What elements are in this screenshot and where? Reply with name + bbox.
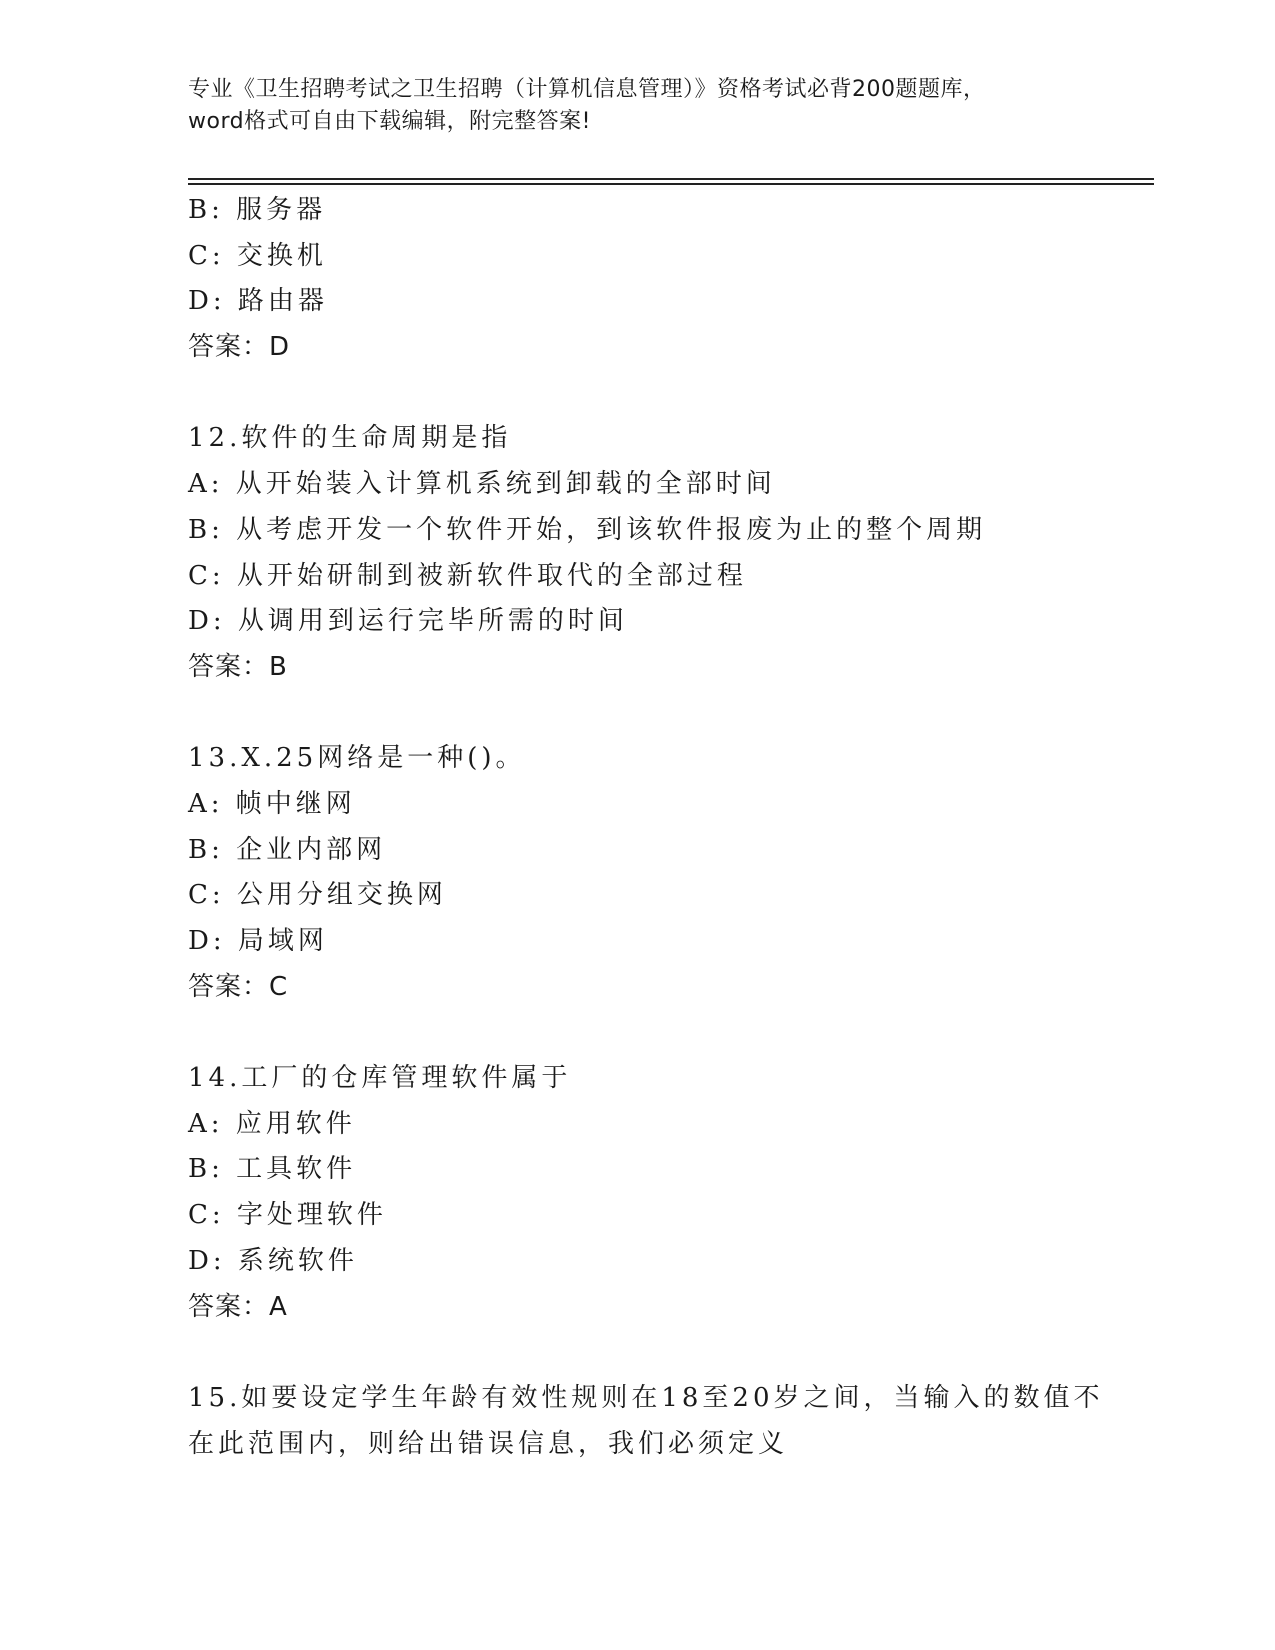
question-11-option-b: B: 服务器: [188, 195, 327, 225]
spacer: [188, 1010, 1088, 1056]
header-title-line-2: word格式可自由下载编辑，附完整答案!: [188, 109, 591, 134]
question-13-option-c: C: 公用分组交换网: [188, 880, 447, 911]
document-header: [188, 74, 1088, 138]
spacer: [188, 691, 1088, 737]
question-13-answer: 答案：C: [188, 971, 289, 1002]
question-15-text-line-1: 15.如要设定学生年龄有效性规则在18至20岁之间，当输入的数值不: [188, 1382, 1104, 1413]
question-14-block: [188, 1056, 1088, 1330]
question-12-option-c: C: 从开始研制到被新软件取代的全部过程: [188, 560, 747, 591]
question-15-block: [188, 1376, 1104, 1467]
question-12-block: [188, 416, 1088, 690]
question-14-text: 14.工厂的仓库管理软件属于: [188, 1063, 572, 1094]
question-13-option-a: A: 帧中继网: [188, 788, 356, 819]
question-12-option-b: B: 从考虑开发一个软件开始，到该软件报废为止的整个周期: [188, 514, 987, 545]
question-14-option-c: C: 字处理软件: [188, 1200, 387, 1231]
question-11-answer: 答案：D: [188, 332, 291, 363]
question-12-answer: 答案：B: [188, 651, 288, 682]
question-11-block: [188, 188, 1088, 371]
question-11-option-c: C: 交换机: [188, 240, 327, 271]
question-14-answer: 答案：A: [188, 1291, 288, 1322]
header-divider-top: [188, 178, 1154, 180]
question-15-text-line-2: 在此范围内，则给出错误信息，我们必须定义: [188, 1428, 789, 1459]
question-14-option-d: D: 系统软件: [188, 1245, 358, 1276]
header-divider-bottom: [188, 183, 1154, 185]
question-12-option-d: D: 从调用到运行完毕所需的时间: [188, 606, 628, 637]
header-title-line-1: 专业《卫生招聘考试之卫生招聘（计算机信息管理）》资格考试必背200题题库，: [188, 77, 986, 102]
question-13-text: 13.X.25网络是一种()。: [188, 743, 526, 774]
question-11-option-d: D: 路由器: [188, 286, 328, 317]
spacer: [188, 1330, 1088, 1376]
question-13-option-b: B: 企业内部网: [188, 834, 387, 865]
spacer: [188, 371, 1088, 417]
question-12-option-a: A: 从开始装入计算机系统到卸载的全部时间: [188, 469, 776, 500]
question-list: [188, 188, 1104, 1467]
question-12-text: 12.软件的生命周期是指: [188, 423, 512, 454]
question-13-block: [188, 736, 1088, 1010]
question-14-option-b: B: 工具软件: [188, 1154, 357, 1185]
question-14-option-a: A: 应用软件: [188, 1108, 356, 1139]
question-13-option-d: D: 局域网: [188, 926, 328, 956]
